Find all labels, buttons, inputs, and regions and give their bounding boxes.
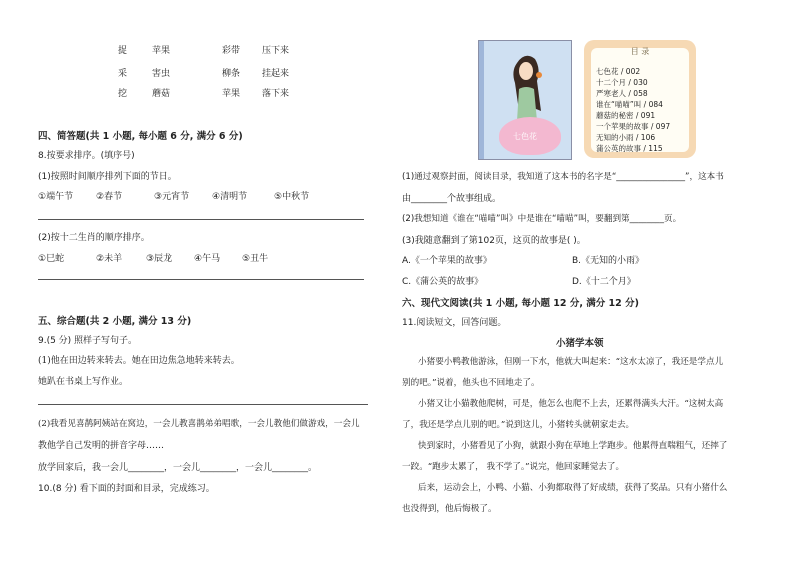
question-8-part-2: (2)按十二生肖的顺序排序。 [38,233,150,243]
toc-entry: 蒲公英的故事 / 115 [596,144,663,153]
festival-option: ④清明节 [212,192,248,202]
story-line: 一跤。“跑步太累了， 我不学了。”说完，他回家睡觉去了。 [402,462,625,472]
option-d[interactable]: D.《十二个月》 [572,277,636,287]
festival-option: ①端午节 [38,192,74,202]
zodiac-option: ④午马 [194,254,221,264]
toc-entry: 严寒老人 / 058 [596,89,648,98]
section-4-header: 四、简答题(共 1 小题, 每小题 6 分, 满分 6 分) [38,131,243,142]
cover-title: 七色花 [513,132,537,141]
match-col1-item: 捉 [118,46,128,56]
match-col1-item: 挖 [118,89,128,99]
toc-entry: 十二个月 / 030 [596,78,648,87]
question-9-part-1: (1)他在田边转来转去。她在田边焦急地转来转去。 [38,356,240,366]
question-9-part-2-line1: (2)我看见喜鹊阿姨站在窝边，一会儿教喜鹊弟弟唱歌，一会儿教他们做游戏，一会儿 [38,419,360,429]
story-line: 快到家时，小猪看见了小狗，就跟小狗在草地上学跑步。他累得直喘粗气，还摔了 [418,441,728,451]
option-c[interactable]: C.《蒲公英的故事》 [402,277,484,287]
festival-option: ②春节 [96,192,123,202]
toc-entry: 一个苹果的故事 / 097 [596,122,671,131]
answer-line[interactable] [38,279,364,280]
question-9-part-1-prompt: 她趴在书桌上写作业。 [38,377,129,387]
section-5-header: 五、综合题(共 2 小题, 满分 13 分) [38,316,192,327]
match-col2-item: 害虫 [152,69,171,79]
question-10-part-2[interactable]: (2)我想知道《谁在“喵喵”叫》中是谁在“喵喵”叫，要翻到第________页。 [402,214,682,224]
question-8: 8.按要求排序。(填序号) [38,151,135,161]
question-9-part-2-fill[interactable]: 放学回家后，我一会儿________，一会儿________，一会儿________。 [38,463,318,473]
match-col3-item: 彩带 [222,46,241,56]
toc-title: 目 录 [630,47,650,56]
question-10-part-1-line1[interactable]: (1)通过观察封面，阅读目录，我知道了这本书的名字是“________________”，这本书 [402,172,724,182]
question-8-part-1: (1)按照时间顺序排列下面的节日。 [38,172,177,182]
match-col3-item: 苹果 [222,89,241,99]
question-11: 11.阅读短文，回答问题。 [402,318,507,328]
story-line: 别的吧。”说着，他头也不回地走了。 [402,378,540,388]
toc-entry: 谁在“喵喵”叫 / 084 [596,100,663,109]
toc-entry: 七色花 / 002 [596,67,641,76]
story-line: 小猪又让小猫教他爬树，可是，他怎么也爬不上去，还累得满头大汗。“这树太高 [418,399,724,409]
festival-option: ⑤中秋节 [274,192,310,202]
match-col2-item: 蘑菇 [152,89,171,99]
story-line: 也没得到，他后悔极了。 [402,504,497,514]
question-10-part-3[interactable]: (3)我随意翻到了第102页，这页的故事是( )。 [402,236,586,246]
question-10: 10.(8 分) 看下面的封面和目录，完成练习。 [38,484,215,494]
story-line: 小猪要小鸭教他游泳，但刚一下水，他就大叫起来：“这水太凉了，我还是学点儿 [418,357,724,367]
zodiac-option: ③辰龙 [146,254,173,264]
zodiac-option: ①巳蛇 [38,254,65,264]
option-a[interactable]: A.《一个苹果的故事》 [402,256,492,266]
story-title: 小猪学本领 [556,338,604,349]
answer-line[interactable] [38,404,368,405]
match-col3-item: 柳条 [222,69,241,79]
section-6-header: 六、现代文阅读(共 1 小题, 每小题 12 分, 满分 12 分) [402,298,639,309]
match-col4-item: 压下来 [262,46,290,56]
toc-entry: 无知的小雨 / 106 [596,133,656,142]
story-line: 了，我还是学点儿别的吧。”说到这儿，小猪转头就朝家走去。 [402,420,635,430]
zodiac-option: ⑤丑牛 [242,254,269,264]
match-col4-item: 落下来 [262,89,290,99]
match-col1-item: 采 [118,69,128,79]
festival-option: ③元宵节 [154,192,190,202]
question-10-part-1-line2[interactable]: 由________个故事组成。 [402,194,502,204]
question-9-part-2-line2: 教他学自己发明的拼音字母…… [38,441,165,451]
toc-entry: 蘑菇的秘密 / 091 [596,111,656,120]
option-b[interactable]: B.《无知的小雨》 [572,256,645,266]
match-col2-item: 苹果 [152,46,171,56]
book-cover [478,40,572,160]
story-line: 后来，运动会上，小鸭、小猫、小狗都取得了好成绩，获得了奖品。只有小猪什么 [418,483,728,493]
match-col4-item: 挂起来 [262,69,290,79]
question-9: 9.(5 分) 照样子写句子。 [38,336,138,346]
zodiac-option: ②未羊 [96,254,123,264]
answer-line[interactable] [38,219,364,220]
